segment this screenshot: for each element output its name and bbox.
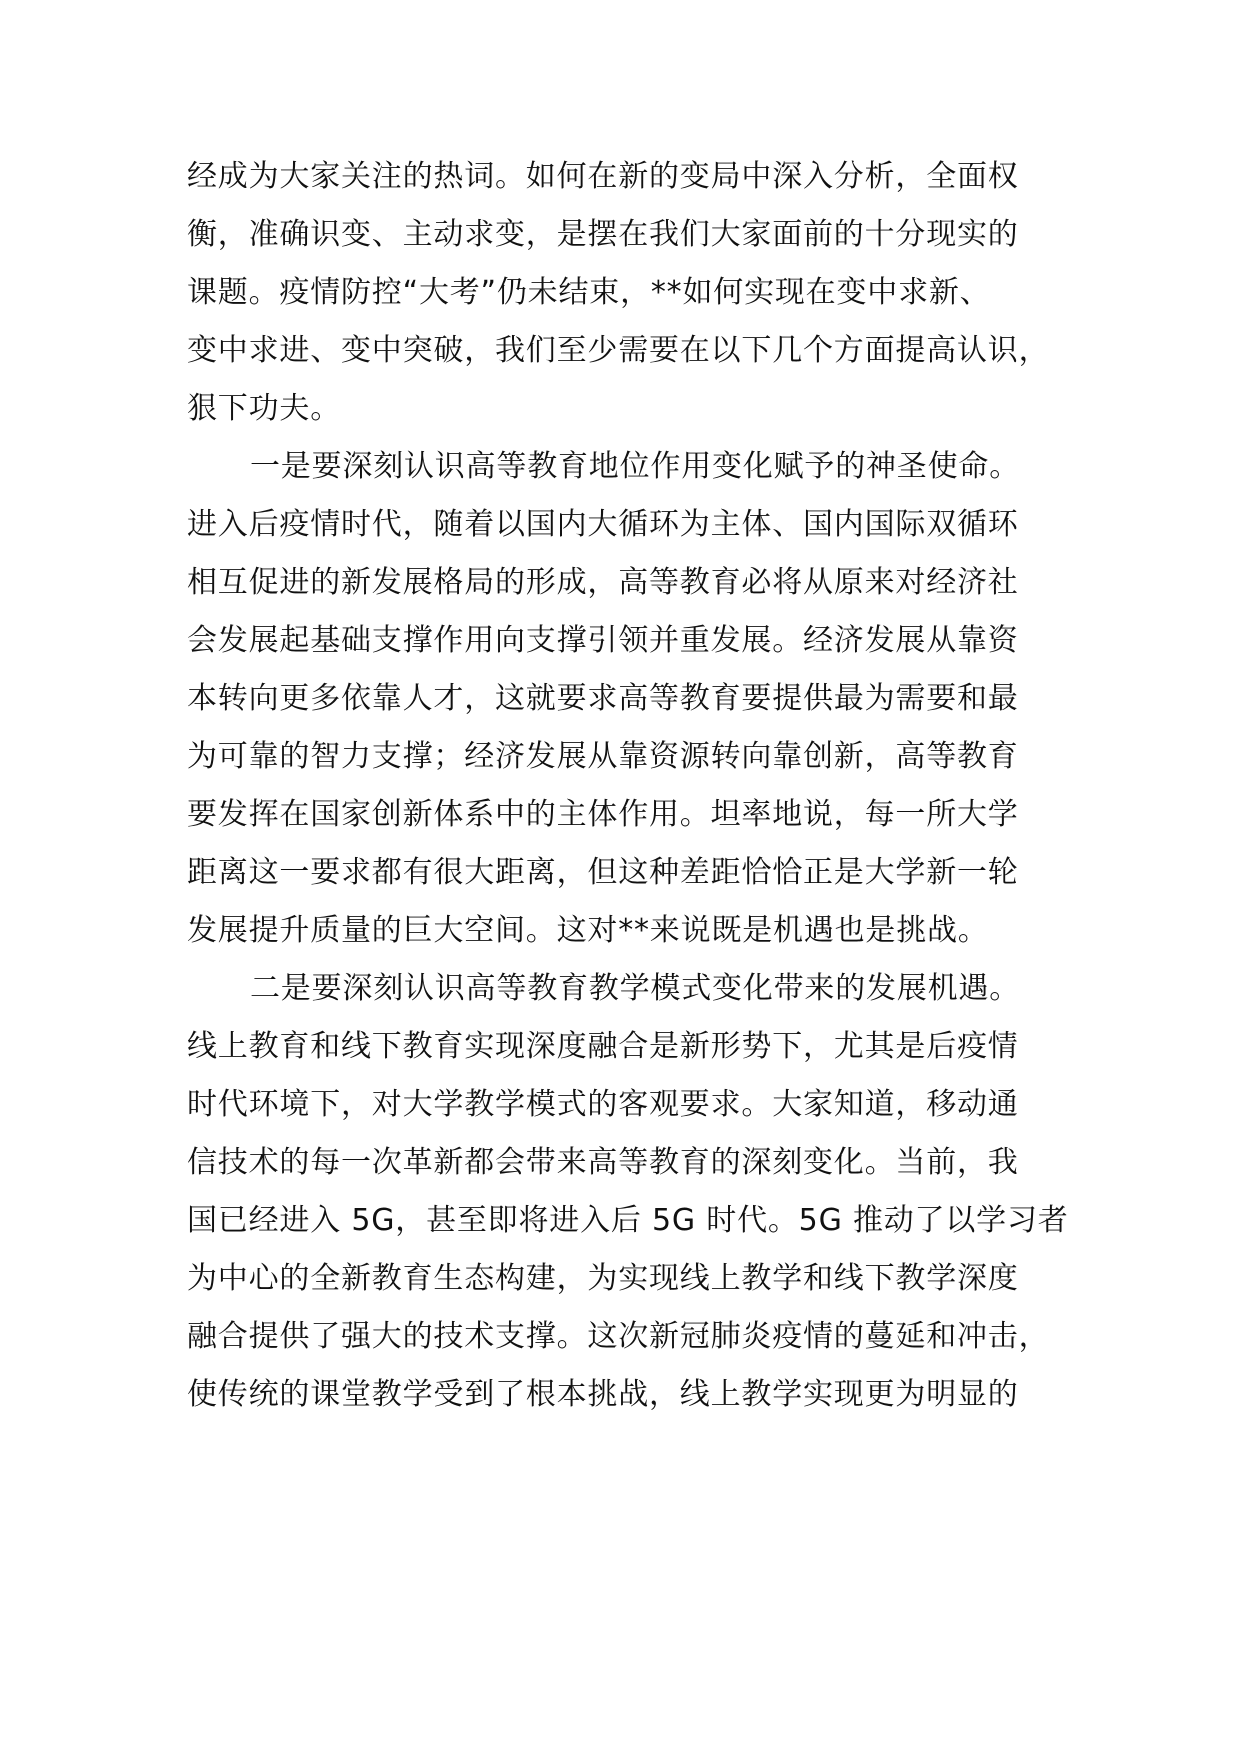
text-line: 会发展起基础支撑作用向支撑引领并重发展。经济发展从靠资: [187, 623, 1019, 658]
text-line: 信技术的每一次革新都会带来高等教育的深刻变化。当前，我: [187, 1145, 1019, 1180]
text-line: 使传统的课堂教学受到了根本挑战，线上教学实现更为明显的: [187, 1377, 1019, 1412]
text-line: 发展提升质量的巨大空间。这对**来说既是机遇也是挑战。: [187, 913, 989, 948]
text-line: 为中心的全新教育生态构建，为实现线上教学和线下教学深度: [187, 1261, 1019, 1296]
text-line: 衡，准确识变、主动求变，是摆在我们大家面前的十分现实的: [187, 217, 1019, 252]
text-line: 要发挥在国家创新体系中的主体作用。坦率地说，每一所大学: [187, 797, 1019, 832]
text-line: 经成为大家关注的热词。如何在新的变局中深入分析，全面权: [187, 159, 1019, 194]
text-line: 狠下功夫。: [187, 391, 341, 426]
text-line: 距离这一要求都有很大距离，但这种差距恰恰正是大学新一轮: [187, 855, 1019, 890]
text-line: 变中求进、变中突破，我们至少需要在以下几个方面提高认识，: [187, 333, 1050, 368]
text-line: 进入后疫情时代，随着以国内大循环为主体、国内国际双循环: [187, 507, 1019, 542]
paragraph-heading-line: 一是要深刻认识高等教育地位作用变化赋予的神圣使命。: [250, 449, 1020, 484]
text-line: 线上教育和线下教育实现深度融合是新形势下，尤其是后疫情: [187, 1029, 1019, 1064]
paragraph-heading-line: 二是要深刻认识高等教育教学模式变化带来的发展机遇。: [250, 971, 1020, 1006]
text-line: 融合提供了强大的技术支撑。这次新冠肺炎疫情的蔓延和冲击，: [187, 1319, 1050, 1354]
text-line: 课题。疫情防控“大考”仍未结束，**如何实现在变中求新、: [187, 275, 991, 310]
text-line: 本转向更多依靠人才，这就要求高等教育要提供最为需要和最: [187, 681, 1019, 716]
text-line: 相互促进的新发展格局的形成，高等教育必将从原来对经济社: [187, 565, 1019, 600]
text-line: 为可靠的智力支撑；经济发展从靠资源转向靠创新，高等教育: [187, 739, 1019, 774]
text-line: 国已经进入 5G，甚至即将进入后 5G 时代。5G 推动了以学习者: [187, 1203, 1069, 1238]
text-line: 时代环境下，对大学教学模式的客观要求。大家知道，移动通: [187, 1087, 1019, 1122]
